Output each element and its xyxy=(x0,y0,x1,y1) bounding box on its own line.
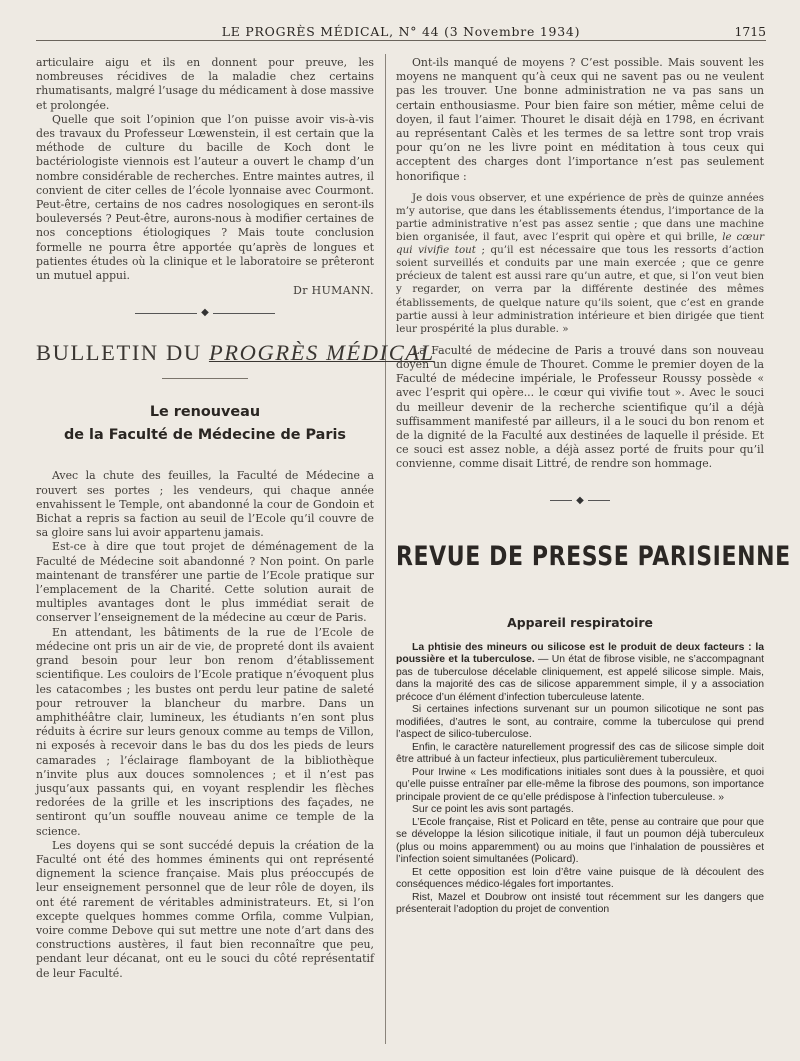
heading-rule xyxy=(162,378,248,379)
press-paragraph: Sur ce point les avis sont partagés. xyxy=(412,804,574,816)
press-review-heading: REVUE DE PRESSE PARISIENNE xyxy=(396,541,791,572)
running-head xyxy=(36,24,766,41)
ornament-divider xyxy=(396,496,764,506)
left-column xyxy=(36,56,435,981)
lead-statement: La phtisie des mineurs ou silicose est le produit de deux facteurs : la poussière et la tuberculose. xyxy=(396,641,764,666)
paragraph: Est-ce à dire que tout projet de déménagement de la Faculté de Médecine soit abandonné ? Non point. On parle maintenant de transférer une partie de l’Ecole pratique sur l’emplacement de la Charité. Cette solution aurait de multiples avantages dont le plus immédiat serait de conserver l’enseignement de la médecine au cœur de Paris. xyxy=(36,540,374,625)
paragraph: La Faculté de médecine de Paris a trouvé dans son nouveau doyen un digne émule de Thouret. Comme le premier doyen de la Faculté de médecine impériale, le Professeur Roussy possède « avec l’esprit qui opère... le cœur qui vivifie tout ». Avec le souci du meilleur devenir de la recherche scientifique qu’il a déjà suffisamment manifesté par ailleurs, il a le souci du bon renom et de la dignité de la Faculté aux destinées de laquelle il préside. Et ce souci est assez noble, a déjà assez porté de fruits pour qu’il convienne, comme disait Littré, de rendre son hommage. xyxy=(396,343,764,471)
paragraph: Avec la chute des feuilles, la Faculté de Médecine a rouvert ses portes ; les vendeurs, qui chaque année envahissent le Temple, ont abandonné la cour de Gondoin et Bichat a repris sa faction au seuil de l’Ecole qu’il couvre de sa gloire sans lui avoir appartenu jamais. xyxy=(36,469,374,540)
quotation: Je dois vous observer, et une expérience de près de quinze années m’y autorise, que dans les établissements étendus, l’importance de la partie administrative n’est pas assez sentie ; que dans une machine bien organisée, il faut, avec l’esprit qui opère et qui brille, le cœur qui vivifie tout ; qu’il est nécessaire que tous les ressorts d’action soient surveillés et conduits par une main exercée ; que ce genre précieux de talent est aussi rare qu’un autre, et que, si l’on veut bien y regarder, on verra par la différente destinée des mêmes établissements, de quelque nature qu’ils soient, que c’est en grande partie aussi à leur administration intérieure et bien dirigée que tient leur prospérité la plus durable. » xyxy=(396,191,765,335)
press-paragraph: L’Ecole française, Rist et Policard en tête, pense au contraire que pour que se développe la lésion silicotique initiale, il faut un poumon déjà tuberculeux (plus ou moins apparemment) ou au moins que l’inhalation de poussières et l’infection soient simultanées (Policard). xyxy=(396,816,764,866)
press-paragraph: Si certaines infections survenant sur un poumon silicotique ne sont pas modifiées, d’autres le sont, au contraire, comme la tuberculose qui prend l’aspect de silico-tuberculose. xyxy=(396,704,764,741)
ornament-icon: ◆ xyxy=(201,307,209,319)
paragraph: Ont-ils manqué de moyens ? C’est possible. Mais souvent les moyens ne manquent qu’à ceux qui ne savent pas ou ne veulent pas les trouver. Une bonne administration ne va pas sans un certain enthousiasme. Pour bien faire son métier, même celui de doyen, il faut l’aimer. Thouret le disait déjà en 1798, en écrivant au représentant Calès et les termes de sa lettre sont trop vrais pour qu’on ne les livre point en méditation à tous ceux qui acceptent des charges dont l’importance n’est pas seulement honorifique : xyxy=(396,56,764,183)
ornament-divider xyxy=(36,308,374,318)
press-paragraph: Pour Irwine « Les modifications initiales sont dues à la poussière, et quoi qu’elle puisse entraîner par elle-même la fibrose des poumons, son importance principale provient de ce qu’elle prédispose à l’infection tuberculeuse. » xyxy=(396,766,764,803)
article-title-line: de la Faculté de Médecine de Paris xyxy=(63,427,346,444)
section-heading: Appareil respiratoire xyxy=(507,614,653,630)
running-title: LE PROGRÈS MÉDICAL, N° 44 (3 Novembre 1934) xyxy=(221,24,581,39)
bulletin-heading-prefix: BULLETIN DU xyxy=(36,340,202,366)
bulletin-heading-italic: PROGRÈS MÉDICAL xyxy=(208,340,435,366)
paragraph: En attendant, les bâtiments de la rue de l’Ecole de médecine ont pris un air de vie, de propreté dont ils avaient grand besoin pour leur bon renom d’établissement scientifique. Les couloirs de l’Ecole pratique n’évoquent plus les catacombes ; les bustes ont perdu leur patine de saleté pour retrouver la blancheur du marbre. Dans un amphithéâtre clair, lumineux, les étudiants n’en sont plus réduits à écrire sur leurs genoux comme au temps de Villon, ni exposés à recevoir dans le bas du dos les pieds de leurs camarades ; l’éclairage flamboyant de la bibliothèque n’invite plus aux douces somnolences ; et il n’est pas jusqu’aux passants qui, en voyant resplendir les flèches redorées de la grille et les inscriptions des façades, ne sentiront qu’un souffle nouveau anime ce temple de la science. xyxy=(36,625,374,838)
press-paragraph: Rist, Mazel et Doubrow ont insisté tout récemment sur les dangers que présenterait l’adoption du projet de convention xyxy=(396,891,764,916)
press-paragraph: La phtisie des mineurs ou silicose est le produit de deux facteurs : la poussière et la tuberculose. — Un état de fibrose visible, ne s’accompagnant pas de tuberculose décelable cliniquement, est appelé silicose simple. Mais, dans la majorité des cas de silicose apparemment simple, il y a association précoce d’un élément d’infection tuberculeuse latente. xyxy=(396,641,764,703)
article-title-line: Le renouveau xyxy=(149,404,261,421)
page-number: 1715 xyxy=(734,24,766,39)
bulletin-heading xyxy=(36,340,435,366)
press-paragraph: Et cette opposition est loin d’être vaine puisque de là découlent des conséquences médico-légales fort importantes. xyxy=(396,866,764,891)
article-title xyxy=(36,401,374,447)
quotation-italic: le cœur qui vivifie tout xyxy=(396,231,765,257)
ornament-icon: ◆ xyxy=(576,494,584,506)
right-column xyxy=(396,56,791,917)
paragraph: Les doyens qui se sont succédé depuis la création de la Faculté ont été des hommes éminents qui ont représenté dignement la science française. Mais plus préoccupés de leur enseignement personnel que de leur rôle de doyen, ils ont été rarement de véritables administrateurs. Et, si l’on excepte quelques hommes comme Orfila, comme Vulpian, voire comme Debove qui sut mettre une note d’art dans des constructions austères, il faut bien reconnaître que peu, pendant leur décanat, ont eu le souci du côté représentatif de leur Faculté. xyxy=(36,838,374,980)
author-signature: Dr HUMANN. xyxy=(293,284,374,298)
press-paragraph: Enfin, le caractère naturellement progressif des cas de silicose simple doit être attribué à un facteur infectieux, plus particulièrement tuberculeux. xyxy=(396,741,764,766)
paragraph: articulaire aigu et ils en donnent pour preuve, les nombreuses récidives de la maladie chez certains rhumatisants, malgré l’usage du médicament à dose massive et prolongée. xyxy=(36,56,374,112)
paragraph: Quelle que soit l’opinion que l’on puisse avoir vis-à-vis des travaux du Professeur Lœwenstein, il est certain que la méthode de culture du bacille de Koch dont le bactériologiste viennois est l’auteur a ouvert le champ d’un nombre considérable de recherches. Entre maintes autres, il convient de citer celles de l’école lyonnaise avec Courmont. Peut-être, certains de nos cadres nosologiques en seront-ils bouleversés ? Peut-être, aurons-nous à modifier certaines de nos conceptions étiologiques ? Mais toute conclusion formelle ne pourra être apportée qu’après de longues et patientes études où la clinique et le laboratoire se prêteront un mutuel appui. xyxy=(36,112,374,283)
column-divider xyxy=(385,54,386,1044)
